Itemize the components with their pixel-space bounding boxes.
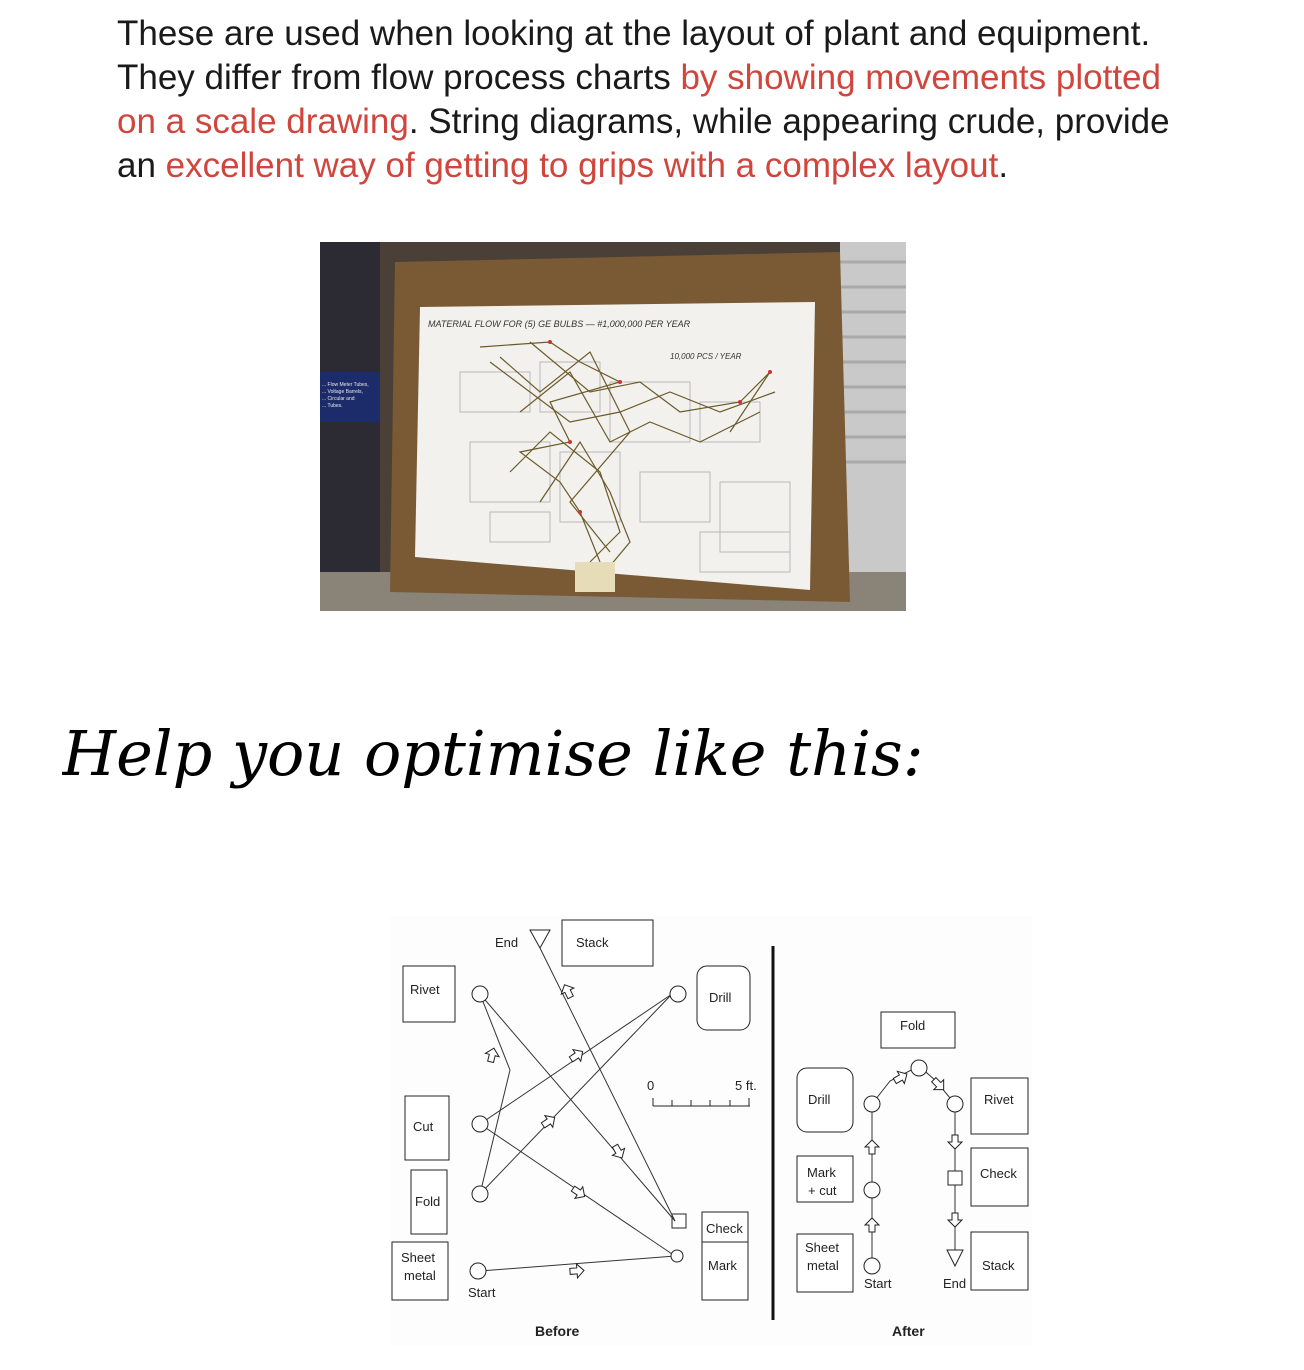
before-end-label: End (495, 935, 519, 950)
after-drill-label: Drill (808, 1092, 831, 1107)
poster-line-3: ... Circular and (322, 396, 355, 402)
intro-text-3: . (998, 146, 1009, 185)
after-caption: After (892, 1323, 925, 1339)
after-check-label: Check (980, 1166, 1017, 1181)
after-rivet-label: Rivet (984, 1092, 1014, 1107)
before-stack-label: Stack (576, 935, 609, 950)
before-cut-label: Cut (413, 1119, 434, 1134)
after-diagram (797, 1012, 1028, 1339)
after-start-label: Start (864, 1276, 892, 1291)
drawing-title-line-1: MATERIAL FLOW FOR (5) GE BULBS — #1,000,000 PER YEAR (428, 319, 691, 329)
poster-line-4: ... Tubes. (322, 403, 343, 409)
before-sheet-label-1: Sheet (401, 1250, 435, 1265)
after-mark-label-1: Mark (807, 1165, 836, 1180)
intro-text-2: . String diagrams, while appearing crude, provide an (117, 102, 1170, 185)
after-sheet-label-1: Sheet (805, 1240, 839, 1255)
highlight-complex-layout: excellent way of getting to grips with a complex layout (165, 146, 999, 185)
poster-line-1: ... Flow Meter Tubes, (322, 382, 369, 388)
before-check-label: Check (706, 1221, 743, 1236)
before-caption: Before (535, 1323, 580, 1339)
intro-paragraph (117, 12, 1197, 188)
after-fold-label: Fold (900, 1018, 926, 1033)
scale-zero: 0 (647, 1078, 655, 1093)
handwritten-note (62, 700, 1002, 840)
scale-drawing-sheet (415, 302, 815, 590)
before-rivet-label: Rivet (410, 982, 440, 997)
before-sheet-label-2: metal (404, 1268, 436, 1283)
before-mark-label: Mark (708, 1258, 737, 1273)
string-diagram-photo (320, 242, 906, 611)
before-fold-label: Fold (415, 1194, 441, 1209)
before-diagram (392, 920, 757, 1339)
after-end-label: End (943, 1276, 967, 1291)
handwritten-text: Help you optimise like this: (62, 717, 924, 790)
after-mark-label-2: + cut (808, 1183, 837, 1198)
after-stack-label: Stack (982, 1258, 1015, 1273)
before-drill-label: Drill (709, 990, 732, 1005)
string-tags (575, 562, 615, 592)
scale-bar (647, 1078, 757, 1106)
after-flow-line (872, 1066, 955, 1266)
drawing-title-line-2: 10,000 PCS / YEAR (670, 352, 742, 361)
before-after-string-diagram (390, 916, 1032, 1346)
scale-five-ft: 5 ft. (735, 1078, 757, 1093)
intro-text-1: These are used when looking at the layout of plant and equipment. They differ from flow process charts (117, 14, 1151, 97)
before-start-label: Start (468, 1285, 496, 1300)
after-sheet-label-2: metal (807, 1258, 839, 1273)
highlight-scale-drawing: by showing movements plotted on a scale drawing (117, 58, 1161, 141)
before-flow-lines (480, 948, 675, 1271)
poster-line-2: ... Voltage Barrels, (322, 389, 363, 395)
